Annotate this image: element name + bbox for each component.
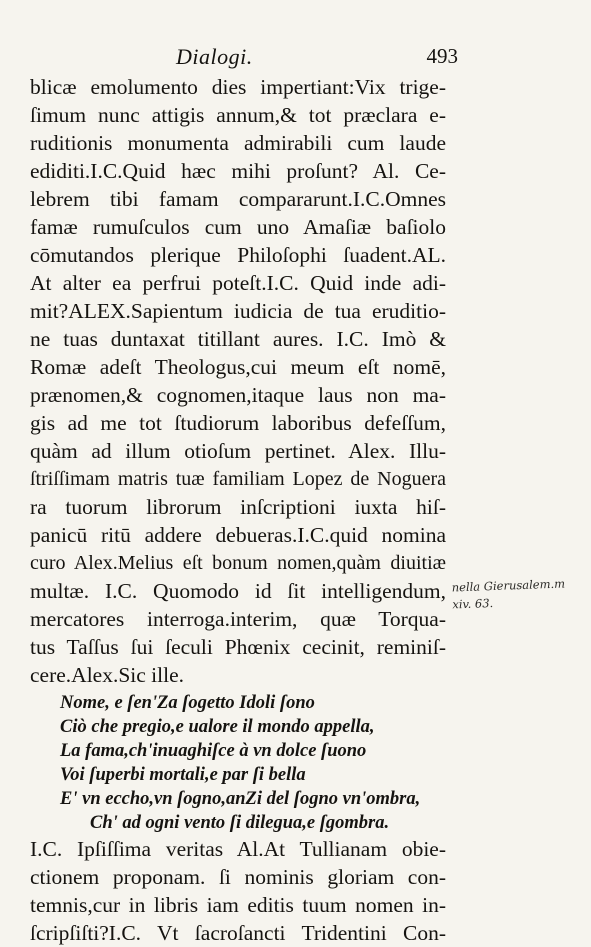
text-line: mercatores interroga.interim, quæ Torqua- <box>30 607 446 631</box>
verse-line: E' vn eccho,vn ſogno,anZi del ſogno vn'ombra, <box>60 789 421 809</box>
running-head: Dialogi. <box>176 44 253 69</box>
text-line: quàm ad illum otioſum pertinet. Alex. Illu- <box>30 439 446 463</box>
text-line: cere.Alex.Sic ille. <box>30 663 185 687</box>
text-line: ctionem proponam. ſi nominis gloriam con- <box>30 865 446 889</box>
text-line: panicū ritū addere debueras.I.C.quid nomina <box>30 523 446 547</box>
text-line: ruditionis monumenta admirabili cum laude <box>30 131 446 155</box>
verse-line: Ch' ad ogni vento ſi dilegua,e ſgombra. <box>90 813 390 833</box>
body-text <box>30 73 446 947</box>
text-line: ne tuas duntaxat titillant aures. I.C. Imò & <box>30 327 446 351</box>
text-line: blicæ emolumento dies impertiant:Vix trige- <box>30 75 446 99</box>
text-line: ra tuorum librorum inſcriptioni iuxta hiſ- <box>30 495 446 519</box>
text-line: multæ. I.C. Quomodo id ſit intelligendum, <box>30 579 446 603</box>
verse-line: La fama,ch'inuaghiſce à vn dolce ſuono <box>60 741 367 761</box>
text-line: prænomen,& cognomen,itaque laus non ma- <box>30 383 446 407</box>
text-line: gis ad me tot ſtudiorum laboribus defeſſum, <box>30 411 446 435</box>
text-line: ſimum nunc attigis annum,& tot præclara e- <box>30 103 446 127</box>
verse-line: Nome, e ſen'Za ſogetto Idoli ſono <box>60 693 315 713</box>
handwritten-marginal-note <box>451 575 591 614</box>
text-line: lebrem tibi famam compararunt.I.C.Omnes <box>30 187 446 211</box>
page-header <box>30 44 458 74</box>
verse-line: Ciò che pregio,e ualore il mondo appella, <box>60 717 375 737</box>
verse-quotation <box>30 691 446 835</box>
text-line: curo Alex.Melius eſt bonum nomen,quàm diuitiæ <box>30 552 446 574</box>
text-line: temnis,cur in libris iam editis tuum nomen in- <box>30 893 446 917</box>
text-line: famæ rumuſculos cum uno Amaſiæ baſiolo <box>30 215 446 239</box>
verse-line: Voi ſuperbi mortali,e par ſi bella <box>60 765 306 785</box>
text-line: mit?ALEX.Sapientum iudicia de tua eruditio- <box>30 299 446 323</box>
prose-block-2 <box>30 835 446 947</box>
text-line: ſcripſiſti?I.C. Vt ſacroſancti Tridentini Con- <box>30 921 446 945</box>
marginal-note-line: xiv. 63. <box>452 596 494 612</box>
text-line: At alter ea perfrui poteſt.I.C. Quid inde adi- <box>30 271 446 295</box>
page-number: 493 <box>426 44 458 68</box>
text-line: cōmutandos plerique Philoſophi ſuadent.AL. <box>30 243 446 267</box>
prose-block-1 <box>30 73 446 689</box>
text-line: I.C. Ipſiſſima veritas Al.At Tullianam obie- <box>30 837 446 861</box>
text-line: Romæ adeſt Theologus,cui meum eſt nomē, <box>30 355 446 379</box>
marginal-note-line: nella Gierusalem.m <box>451 576 566 595</box>
text-line: tus Taſſus ſui ſeculi Phœnix cecinit, reminiſ- <box>30 635 446 659</box>
text-line: ſtriſſimam matris tuæ familiam Lopez de Noguera <box>30 468 446 490</box>
text-line: ediditi.I.C.Quid hæc mihi proſunt? Al. Ce- <box>30 159 446 183</box>
